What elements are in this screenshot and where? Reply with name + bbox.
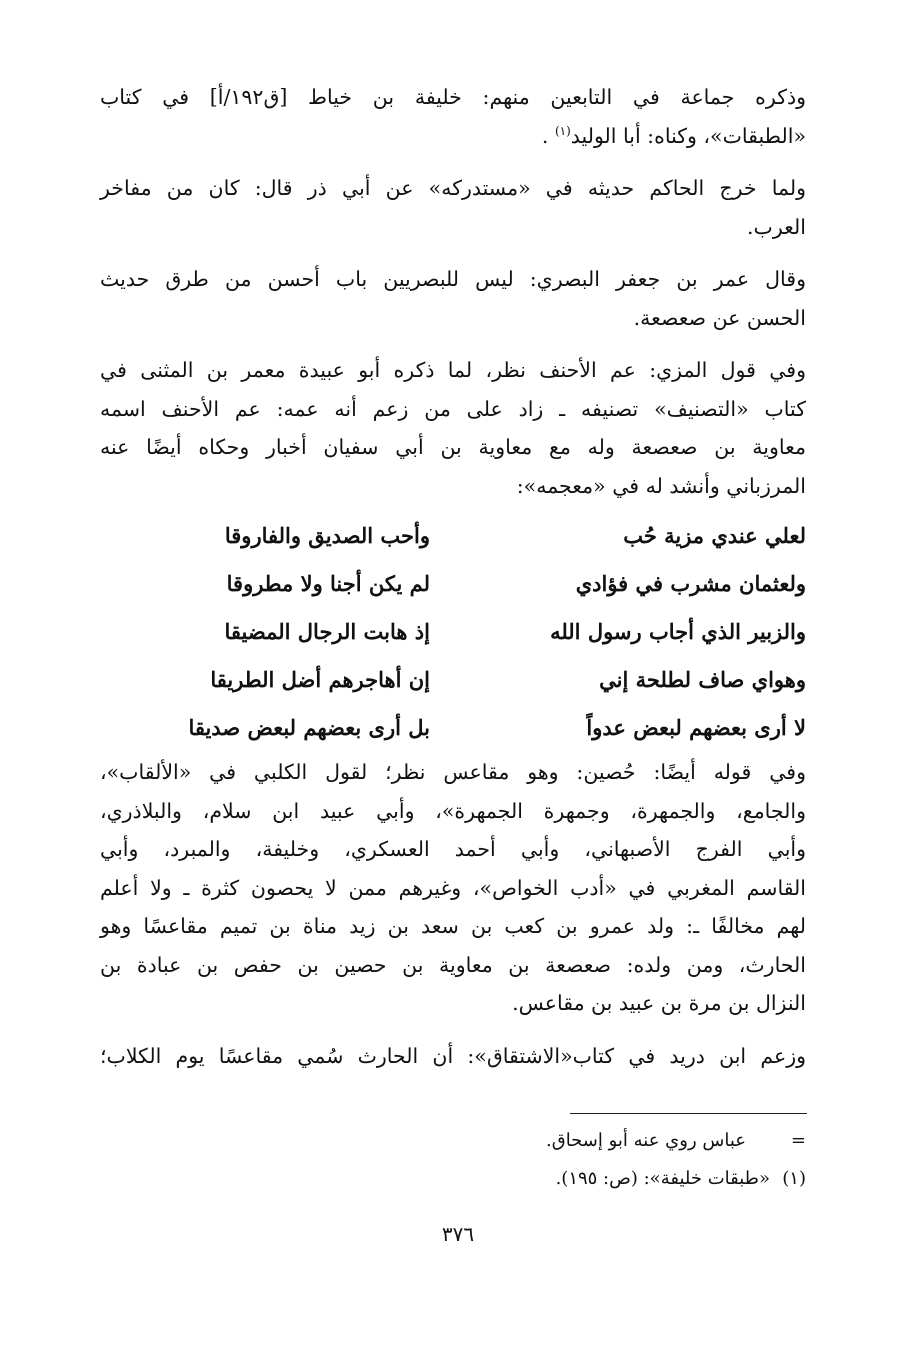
poem-second-hemistich: بل أرى بعضهم لبعض صديقا [188, 714, 430, 740]
page-number: ٣٧٦ [441, 1222, 475, 1246]
paragraph-4 [100, 351, 806, 505]
poem-first-hemistich: لعلي عندي مزية حُب [623, 522, 806, 548]
text-line: وقال عمر بن جعفر البصري: ليس للبصريين باب أحسن من طرق حديث [100, 267, 806, 291]
text-line-content: «الطبقات»، وكناه: أبا الوليد [570, 123, 806, 148]
text-line: معاوية بن صعصعة وله مع معاوية بن أبي سفيان أخبار وحكاه أيضًا عنه [100, 435, 806, 459]
poem-verse [100, 559, 806, 607]
footnote-continuation-mark: = [790, 1130, 806, 1151]
text-line-tail: . [541, 123, 555, 148]
footnote-divider [570, 1113, 807, 1114]
paragraph-5 [100, 753, 806, 1023]
text-line: النزال بن مرة بن عبيد بن مقاعس. [512, 991, 806, 1015]
poem-second-hemistich: إن أهاجرهم أضل الطريقا [210, 666, 430, 692]
poem-first-hemistich: ولعثمان مشرب في فؤادي [575, 570, 806, 596]
text-line: المرزباني وأنشد له في «معجمه»: [516, 473, 806, 498]
poem-verse [100, 607, 806, 655]
paragraph-2 [100, 169, 806, 246]
poem-first-hemistich: لا أرى بعضهم لبعض عدواً [586, 714, 806, 740]
footnote-reference[interactable]: (١) [554, 123, 571, 138]
paragraph-6 [100, 1037, 806, 1076]
text-line [100, 117, 806, 156]
footnote-continuation [100, 1122, 806, 1160]
paragraph-1 [100, 78, 806, 155]
text-line: القاسم المغربي في «أدب الخواص»، وغيرهم ممن لا يحصون كثرة ـ ولا أعلم [100, 875, 806, 900]
text-line: ولما خرج الحاكم حديثه في «مستدركه» عن أبي ذر قال: كان من مفاخر [100, 176, 806, 200]
poem-second-hemistich: لم يكن أجنا ولا مطروقا [226, 570, 430, 596]
text-line: العرب. [747, 214, 806, 239]
footnote-text: «طبقات خليفة»: (ص: ١٩٥). [555, 1168, 770, 1189]
poem-verse [100, 655, 806, 703]
text-line: لهم مخالفًا ـ: ولد عمرو بن كعب بن سعد بن زيد مناة بن تميم مقاعسًا وهو [100, 914, 806, 938]
text-line: وفي قوله أيضًا: حُصين: وهو مقاعس نظر؛ لقول الكلبي في «الألقاب»، [100, 760, 806, 784]
footnote-continuation-text: عباس روي عنه أبو إسحاق. [546, 1130, 746, 1151]
paragraph-3 [100, 260, 806, 337]
text-line: وزعم ابن دريد في كتاب«الاشتقاق»: أن الحارث سُمي مقاعسًا يوم الكلاب؛ [100, 1043, 806, 1068]
text-line: الحارث، ومن ولده: صعصعة بن معاوية بن حصين بن حفص بن عبادة بن [100, 952, 806, 977]
poem-second-hemistich: وأحب الصديق والفاروقا [224, 522, 430, 548]
footnote-number: (١) [782, 1168, 806, 1189]
text-line: وذكره جماعة في التابعين منهم: خليفة بن خياط [ق١٩٢/أ] في كتاب [100, 85, 806, 109]
poem-first-hemistich: وهواي صاف لطلحة إني [599, 666, 806, 692]
text-line: وأبي الفرج الأصبهاني، وأبي أحمد العسكري، وخليفة، والمبرد، وأبي [100, 837, 806, 861]
poem-verse [100, 703, 806, 751]
poem [100, 511, 806, 751]
text-line: كتاب «التصنيف» تصنيفه ـ زاد على من زعم أنه عمه: عم الأحنف اسمه [100, 396, 806, 421]
text-line: والجامع، والجمهرة، وجمهرة الجمهرة»، وأبي عبيد ابن سلام، والبلاذري، [100, 798, 806, 823]
poem-verse [100, 511, 806, 559]
text-line: الحسن عن صعصعة. [633, 305, 806, 330]
page-body [100, 78, 806, 1089]
poem-first-hemistich: والزبير الذي أجاب رسول الله [550, 618, 806, 644]
footnotes [100, 1122, 806, 1198]
footnote-item [100, 1160, 806, 1198]
poem-second-hemistich: إذ هابت الرجال المضيقا [224, 618, 430, 644]
text-line: وفي قول المزي: عم الأحنف نظر، لما ذكره أبو عبيدة معمر بن المثنى في [100, 358, 806, 382]
